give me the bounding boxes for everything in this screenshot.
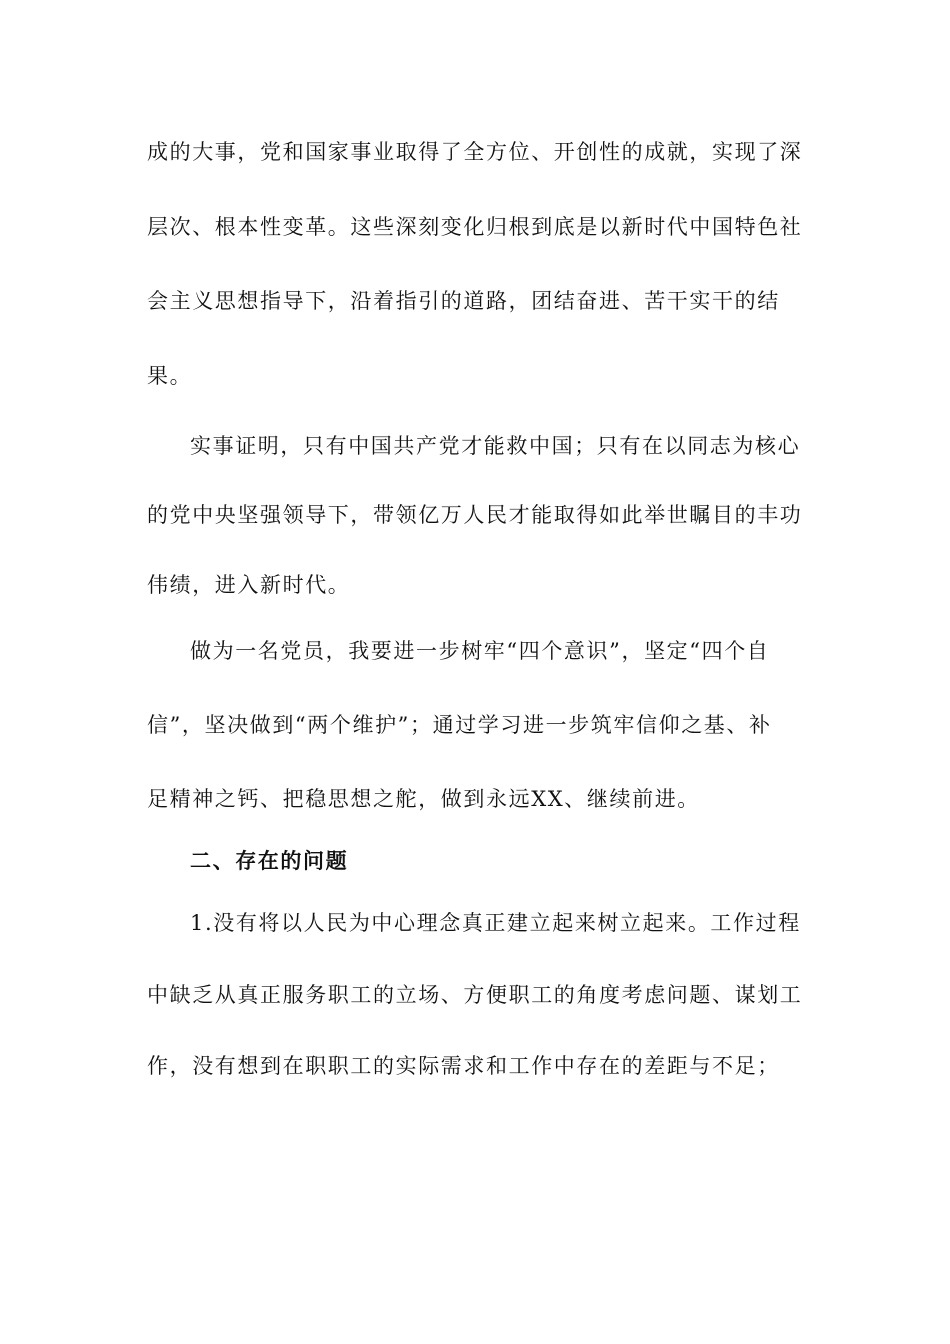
body-text-line: 成的大事，党和国家事业取得了全方位、开创性的成就，实现了深 [147, 140, 803, 164]
body-text-line: 会主义思想指导下，沿着指引的道路，团结奋进、苦干实干的结 [147, 289, 780, 313]
body-text-line: 伟绩，进入新时代。 [147, 573, 351, 597]
body-text-line: 作，没有想到在职职工的实际需求和工作中存在的差距与不足； [147, 1054, 780, 1078]
body-text-line: 的党中央坚强领导下，带领亿万人民才能取得如此举世瞩目的丰功 [147, 503, 803, 527]
paragraph-first-line: 实事证明，只有中国共产党才能救中国；只有在以同志为核心 [190, 434, 801, 458]
body-text-line: 足精神之钙、把稳思想之舵，做到永远XX、继续前进。 [147, 787, 700, 811]
body-text-line: 中缺乏从真正服务职工的立场、方便职工的角度考虑问题、谋划工 [147, 983, 803, 1007]
paragraph-first-line: 1.没有将以人民为中心理念真正建立起来树立起来。工作过程 [190, 911, 801, 935]
paragraph-first-line: 做为一名党员，我要进一步树牢“四个意识”，坚定“四个自 [190, 639, 770, 663]
body-text-line: 果。 [147, 364, 193, 388]
body-text-line: 信”，坚决做到“两个维护”；通过学习进一步筑牢信仰之基、补 [147, 713, 772, 737]
body-text-line: 层次、根本性变革。这些深刻变化归根到底是以新时代中国特色社 [147, 215, 803, 239]
section-heading: 二、存在的问题 [190, 848, 349, 873]
